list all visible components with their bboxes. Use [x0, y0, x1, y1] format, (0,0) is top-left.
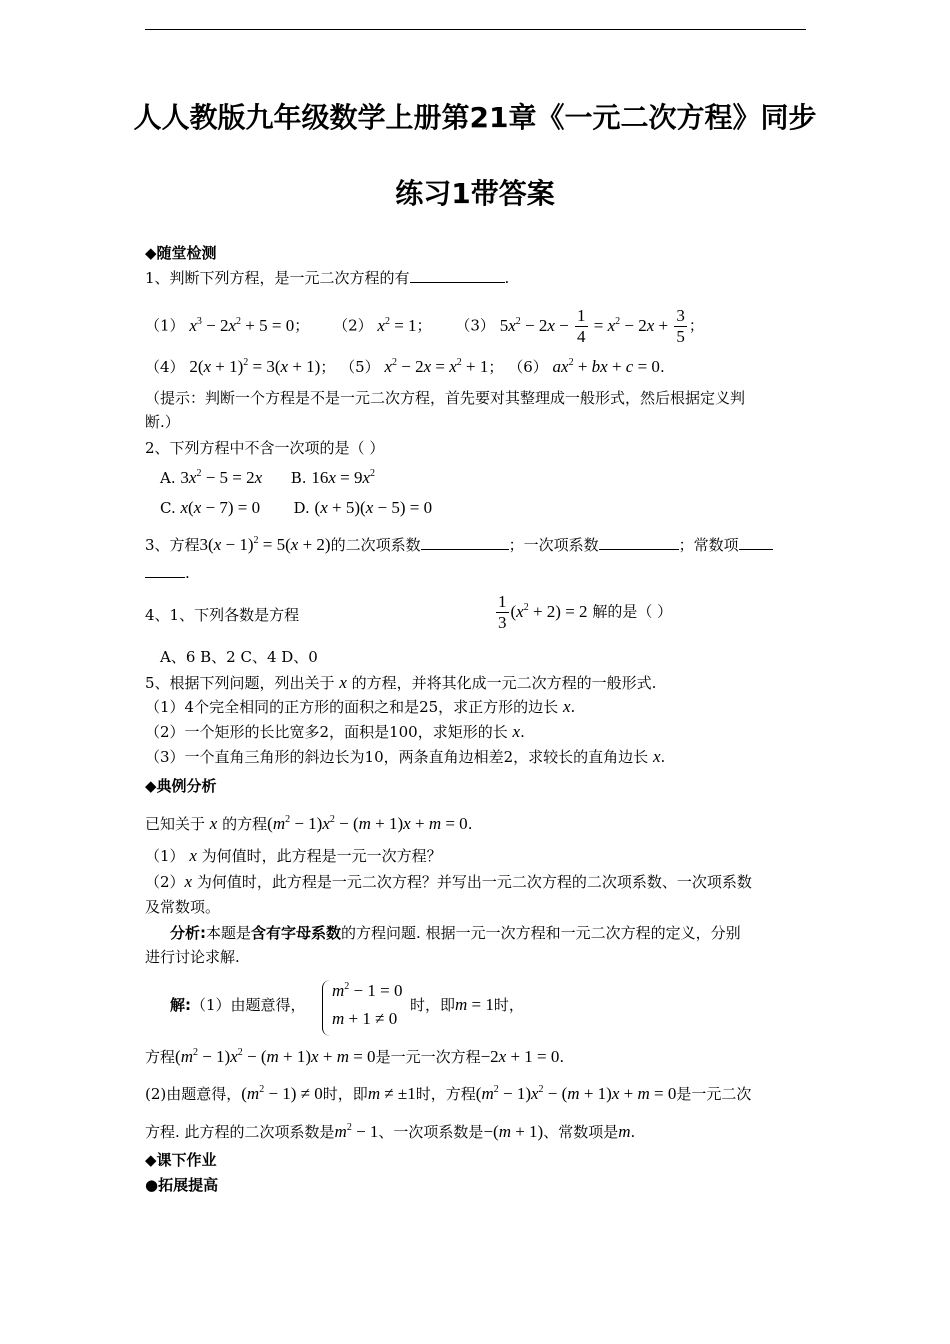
system-eq-2: m + 1 ≠ 0 — [332, 1009, 398, 1028]
question-4-stem: 4、1、下列各数是方程 — [145, 606, 300, 624]
header-rule — [145, 29, 806, 30]
example-question-2: （2）x 为何值时，此方程是一元二次方程？并写出一元二次方程的二次项系数、一次项系数 — [145, 872, 752, 891]
analysis-cont: 进行讨论求解. — [145, 948, 240, 966]
analysis: 分析:本题是含有字母系数的方程问题. 根据一元一次方程和一元二次方程的定义，分别 — [170, 924, 741, 942]
question-5-item-2: （2）一个矩形的长比宽多2，面积是100，求矩形的长 x. — [145, 722, 525, 741]
question-1-hint: （提示：判断一个方程是不是一元二次方程，首先要对其整理成一般形式，然后根据定义判 — [145, 389, 746, 407]
question-4-options: A、6 B、2 C、4 D、0 — [160, 648, 318, 666]
section-heading: ●拓展提高 — [145, 1176, 219, 1194]
page-title-line2: 练习1带答案 — [395, 177, 555, 210]
section-heading: ◆课下作业 — [145, 1151, 217, 1169]
question-3-cont: . — [145, 561, 810, 584]
solution-line-3: (2)由题意得，$(m^2 - 1) \ne 0$时，即m ≠ ±1时，方程$(m^2 - 1)x^2 - (m + 1)x + m = 0$是一元二次 — [145, 1084, 752, 1103]
question-5-stem: 5、根据下列问题，列出关于 x 的方程，并将其化成一元二次方程的一般形式. — [145, 673, 657, 692]
section-heading: ◆随堂检测 — [145, 244, 217, 262]
question-1-options-row2: （4） $2(x + 1)^2 = 3(x + 1)$； （5） $x^2 - 2x = x^2 + 1$； （6） $ax^2$ + bx + c = 0. — [145, 357, 665, 376]
question-1-stem: 1、判断下列方程，是一元二次方程的有 . — [145, 266, 810, 289]
system-eq-1: $m^2 - 1 = 0$ — [332, 981, 403, 1000]
solution-1-result: 时，即m = 1时， — [410, 995, 524, 1014]
question-2-options-ab: A. $3x^2 - 5 = 2x$ B. $16x = 9x^2$ — [160, 468, 376, 487]
example-stem: 已知关于 x 的方程$(m^2 - 1)x^2 - (m + 1)x + m = 0$. — [145, 814, 473, 833]
solution-1-label: 解:（1）由题意得， — [170, 996, 306, 1014]
question-4-equation: $\frac{1}{3}$ $(x^2 + 2) = 2$ 解的是（ ） — [498, 592, 673, 632]
page-title: 人人教版九年级数学上册第21章《一元二次方程》同步 — [133, 101, 817, 134]
question-2-stem: 2、下列方程中不含一次项的是（ ） — [145, 439, 385, 457]
question-5-item-3: （3）一个直角三角形的斜边长为10，两条直角边相差2，求较长的直角边长 x. — [145, 747, 666, 766]
question-3: 3、方程$3(x - 1)^2 = 5(x + 2)$的二次项系数 ；一次项系数 ；常数项 — [145, 533, 810, 556]
question-5-item-1: （1）4个完全相同的正方形的面积之和是25，求正方形的边长 x. — [145, 697, 576, 716]
question-1-options-row1: （1） $x^3 - 2x^2 + 5 = 0$； （2） $x^2 = 1$； （3） $5x^2 - 2x$ − $\frac{1}{4}$ = $x^2 - 2x$ + $\frac{3}{5}$ ； — [145, 306, 704, 346]
solution-line-2: 方程$(m^2 - 1)x^2 - (m + 1)x + m = 0$是一元一次方程−2x + 1 = 0. — [145, 1047, 565, 1066]
example-question-1: （1） x 为何值时，此方程是一元一次方程？ — [145, 846, 442, 865]
section-heading: ◆典例分析 — [145, 777, 217, 795]
example-question-2-cont: 及常数项。 — [145, 898, 221, 916]
question-2-options-cd: C. x(x − 7) = 0 D. (x + 5)(x − 5) = 0 — [160, 498, 433, 517]
question-1-hint-cont: 断.） — [145, 413, 180, 431]
solution-line-4: 方程. 此方程的二次项系数是$m^2 - 1$、一次项系数是−(m + 1)、常数项是m. — [145, 1122, 636, 1141]
